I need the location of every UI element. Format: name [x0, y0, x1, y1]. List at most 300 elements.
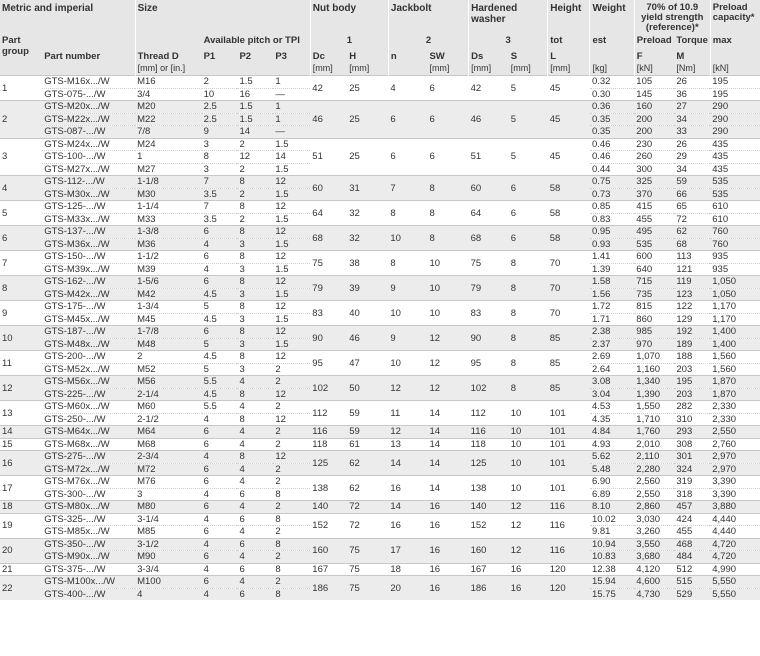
part-group: 7 — [0, 251, 42, 276]
n-symbol: n — [388, 51, 427, 63]
pitch-p2: 16 — [237, 88, 273, 101]
part-group: 5 — [0, 201, 42, 226]
preload-capacity-max: 435 — [710, 138, 760, 151]
pitch-p2: 6 — [237, 588, 273, 600]
jackbolt-sw: 10 — [427, 251, 468, 276]
part-number: GTS-M16x.../W — [42, 76, 135, 89]
height-l: 116 — [548, 513, 590, 538]
pitch-p1: 3 — [202, 163, 238, 176]
preload-f: 1,070 — [634, 351, 674, 364]
washer-ds: 42 — [469, 76, 509, 101]
preload-f: 2,860 — [634, 501, 674, 514]
height-l: 101 — [548, 438, 590, 451]
washer-ds: 186 — [469, 576, 509, 601]
nut-body-h: 38 — [347, 251, 388, 276]
m-symbol: M — [674, 51, 710, 63]
table-row — [0, 376, 760, 389]
pitch-p3: 2 — [273, 463, 310, 476]
jackbolt-n: 16 — [388, 476, 427, 501]
jackbolt-sw: 14 — [427, 401, 468, 426]
torque-m: 121 — [674, 263, 710, 276]
h-symbol: H — [347, 51, 388, 63]
preload-capacity-max: 1,170 — [710, 313, 760, 326]
part-number: GTS-350-.../W — [42, 538, 135, 551]
part-number: GTS-M64x.../W — [42, 426, 135, 439]
washer-ds: 160 — [469, 538, 509, 563]
jackbolt-n: 12 — [388, 426, 427, 439]
washer-s: 8 — [509, 326, 548, 351]
weight-est: 4.93 — [590, 438, 634, 451]
nut-body-dc: 46 — [310, 101, 347, 139]
l-symbol: L — [548, 51, 590, 63]
thread-d: M30 — [135, 188, 201, 201]
preload-capacity-max: 2,760 — [710, 438, 760, 451]
p3-symbol: P3 — [273, 51, 310, 63]
washer-s: 12 — [509, 513, 548, 538]
washer-ds: 125 — [469, 451, 509, 476]
nut-body-h: 75 — [347, 538, 388, 563]
thread-d: M24 — [135, 138, 201, 151]
preload-f: 200 — [634, 126, 674, 139]
preload-capacity-max: 1,400 — [710, 338, 760, 351]
thread-d: M76 — [135, 476, 201, 489]
thread-d: M56 — [135, 376, 201, 389]
jackbolt-n: 14 — [388, 501, 427, 514]
preload-capacity-max: 760 — [710, 226, 760, 239]
preload-capacity-max: 290 — [710, 126, 760, 139]
torque-m: 310 — [674, 413, 710, 426]
weight-est: 0.75 — [590, 176, 634, 189]
thread-d: 1-7/8 — [135, 326, 201, 339]
ds-symbol: Ds — [469, 51, 509, 63]
jackbolt-n: 17 — [388, 538, 427, 563]
pitch-p2: 4 — [237, 463, 273, 476]
p2-symbol: P2 — [237, 51, 273, 63]
part-number: GTS-162-.../W — [42, 276, 135, 289]
pitch-p2: 3 — [237, 338, 273, 351]
pitch-p1: 4 — [202, 263, 238, 276]
pitch-p3: 1 — [273, 101, 310, 114]
weight-est: 2.64 — [590, 363, 634, 376]
pitch-p1: 2.5 — [202, 113, 238, 126]
pitch-p3: 12 — [273, 451, 310, 464]
pitch-p3: 1.5 — [273, 338, 310, 351]
torque-m: 129 — [674, 313, 710, 326]
part-group: 19 — [0, 513, 42, 538]
pitch-p1: 6 — [202, 576, 238, 589]
pitch-p1: 3 — [202, 138, 238, 151]
torque-m: 66 — [674, 188, 710, 201]
torque-m: 26 — [674, 138, 710, 151]
nut-body-dc: 167 — [310, 563, 347, 576]
part-group: 16 — [0, 451, 42, 476]
jackbolt-sw: 10 — [427, 301, 468, 326]
pitch-p3: 12 — [273, 176, 310, 189]
pitch-p2: 8 — [237, 451, 273, 464]
jackbolt-sw: 8 — [427, 201, 468, 226]
preload-f: 1,710 — [634, 413, 674, 426]
preload-capacity-max: 195 — [710, 76, 760, 89]
washer-ds: 116 — [469, 426, 509, 439]
washer-s: 12 — [509, 538, 548, 563]
sw-symbol: SW — [427, 51, 468, 63]
jackbolt-n: 13 — [388, 438, 427, 451]
pitch-p1: 6 — [202, 476, 238, 489]
pitch-p3: 8 — [273, 563, 310, 576]
part-number: GTS-M52x.../W — [42, 363, 135, 376]
jackbolt-n: 4 — [388, 76, 427, 101]
weight-est: 0.36 — [590, 101, 634, 114]
part-number: GTS-112-.../W — [42, 176, 135, 189]
nut-body-h: 39 — [347, 276, 388, 301]
washer-s: 10 — [509, 451, 548, 476]
torque-m: 27 — [674, 101, 710, 114]
table-row — [0, 138, 760, 151]
pitch-p2: 3 — [237, 363, 273, 376]
nut-body-dc: 152 — [310, 513, 347, 538]
thread-d: M27 — [135, 163, 201, 176]
nut-body-dc: 60 — [310, 176, 347, 201]
weight-est: 0.93 — [590, 238, 634, 251]
pitch-p2: 8 — [237, 413, 273, 426]
washer-ds: 60 — [469, 176, 509, 201]
pitch-p1: 6 — [202, 438, 238, 451]
pitch-p1: 4 — [202, 563, 238, 576]
unit-l: [mm] — [548, 63, 590, 76]
pitch-p3: 2 — [273, 501, 310, 514]
pitch-p2: 6 — [237, 513, 273, 526]
torque-m: 72 — [674, 213, 710, 226]
preload-f: 815 — [634, 301, 674, 314]
pitch-p2: 2 — [237, 213, 273, 226]
nut-body-h: 25 — [347, 101, 388, 139]
nut-body-h: 31 — [347, 176, 388, 201]
pitch-p2: 8 — [237, 301, 273, 314]
torque-m: 424 — [674, 513, 710, 526]
pitch-p1: 4 — [202, 413, 238, 426]
preload-f: 3,030 — [634, 513, 674, 526]
preload-capacity-max: 935 — [710, 263, 760, 276]
pitch-p1: 4 — [202, 513, 238, 526]
d-symbol: D — [171, 51, 179, 62]
preload-capacity-max: 2,970 — [710, 463, 760, 476]
tot-label: tot — [548, 35, 590, 51]
preload-capacity-max: 610 — [710, 213, 760, 226]
pitch-p2: 14 — [237, 126, 273, 139]
height-l: 85 — [548, 351, 590, 376]
thread-d: M39 — [135, 263, 201, 276]
thread-d: M90 — [135, 551, 201, 564]
torque-m: 62 — [674, 226, 710, 239]
thread-label: Thread — [137, 51, 170, 62]
washer-s: 12 — [509, 501, 548, 514]
jackbolt-n: 6 — [388, 138, 427, 176]
jackbolt-n: 14 — [388, 451, 427, 476]
pitch-p3: 1.5 — [273, 188, 310, 201]
jackbolt-sw: 8 — [427, 226, 468, 251]
nut-body-dc: 83 — [310, 301, 347, 326]
available-pitch-heading: Available pitch or TPI — [202, 35, 311, 51]
table-row — [0, 251, 760, 264]
jackbolt-sw: 16 — [427, 538, 468, 563]
pitch-p2: 8 — [237, 388, 273, 401]
pitch-p1: 4 — [202, 538, 238, 551]
preload-f: 4,120 — [634, 563, 674, 576]
torque-m: 113 — [674, 251, 710, 264]
height-l: 101 — [548, 426, 590, 439]
pitch-p3: 8 — [273, 588, 310, 600]
preload-f: 325 — [634, 176, 674, 189]
weight-est: 4.53 — [590, 401, 634, 414]
part-number: GTS-075-.../W — [42, 88, 135, 101]
washer-ds: 140 — [469, 501, 509, 514]
jackbolt-n: 16 — [388, 513, 427, 538]
torque-m: 188 — [674, 351, 710, 364]
preload-f: 1,340 — [634, 376, 674, 389]
pitch-p3: 2 — [273, 576, 310, 589]
pitch-p3: 1.5 — [273, 138, 310, 151]
thread-d: 1-1/2 — [135, 251, 201, 264]
preload-f: 1,550 — [634, 401, 674, 414]
part-group: 9 — [0, 301, 42, 326]
height-l: 120 — [548, 563, 590, 576]
pitch-p2: 4 — [237, 426, 273, 439]
preload-f: 260 — [634, 151, 674, 164]
yield-strength-heading: 70% of 10.9 yield strength (reference)* — [634, 0, 710, 35]
nut-body-dc: 64 — [310, 201, 347, 226]
washer-ds: 138 — [469, 476, 509, 501]
height-l: 101 — [548, 401, 590, 426]
part-group: 6 — [0, 226, 42, 251]
unit-weight: [kg] — [590, 63, 634, 76]
weight-est: 2.69 — [590, 351, 634, 364]
height-l: 70 — [548, 301, 590, 326]
pitch-p2: 8 — [237, 276, 273, 289]
pitch-p3: 1.5 — [273, 263, 310, 276]
pitch-p1: 6 — [202, 501, 238, 514]
torque-m: 324 — [674, 463, 710, 476]
pitch-p2: 6 — [237, 538, 273, 551]
weight-est: 5.48 — [590, 463, 634, 476]
pitch-p3: 14 — [273, 151, 310, 164]
weight-est: 1.56 — [590, 288, 634, 301]
jackbolt-sw: 12 — [427, 351, 468, 376]
preload-f: 200 — [634, 113, 674, 126]
part-group: 14 — [0, 426, 42, 439]
part-group: 21 — [0, 563, 42, 576]
washer-s: 10 — [509, 401, 548, 426]
pitch-p3: 8 — [273, 538, 310, 551]
preload-capacity-max: 3,390 — [710, 476, 760, 489]
part-group: 2 — [0, 101, 42, 139]
preload-capacity-max: 2,550 — [710, 426, 760, 439]
unit-ds: [mm] — [469, 63, 509, 76]
max-label: max — [710, 35, 760, 51]
nut-body-h: 72 — [347, 501, 388, 514]
preload-f: 1,160 — [634, 363, 674, 376]
weight-est: 1.41 — [590, 251, 634, 264]
torque-m: 457 — [674, 501, 710, 514]
pitch-p1: 4 — [202, 488, 238, 501]
torque-m: 68 — [674, 238, 710, 251]
part-group: 8 — [0, 276, 42, 301]
pitch-p1: 4 — [202, 588, 238, 600]
preload-f: 160 — [634, 101, 674, 114]
pitch-p3: 1.5 — [273, 238, 310, 251]
weight-est: 1.39 — [590, 263, 634, 276]
washer-ds: 152 — [469, 513, 509, 538]
nut-body-h: 50 — [347, 376, 388, 401]
part-number: GTS-250-.../W — [42, 413, 135, 426]
part-group: 18 — [0, 501, 42, 514]
height-l: 85 — [548, 376, 590, 401]
washer-s: 5 — [509, 101, 548, 139]
pitch-p1: 6 — [202, 551, 238, 564]
jackbolt-n: 6 — [388, 101, 427, 139]
unit-dc: [mm] — [310, 63, 347, 76]
torque-m: 468 — [674, 538, 710, 551]
jackbolt-sw: 14 — [427, 476, 468, 501]
preload-f: 2,010 — [634, 438, 674, 451]
nut-body-h: 25 — [347, 138, 388, 176]
weight-est: 2.37 — [590, 338, 634, 351]
part-group: 11 — [0, 351, 42, 376]
height-l: 70 — [548, 276, 590, 301]
part-number: GTS-M56x.../W — [42, 376, 135, 389]
weight-est: 0.46 — [590, 151, 634, 164]
nut-body-dc: 116 — [310, 426, 347, 439]
pitch-p3: 2 — [273, 376, 310, 389]
jackbolt-sw: 12 — [427, 376, 468, 401]
preload-f: 640 — [634, 263, 674, 276]
part-number: GTS-175-.../W — [42, 301, 135, 314]
thread-d: 2-3/4 — [135, 451, 201, 464]
torque-m: 529 — [674, 588, 710, 600]
pitch-p2: 6 — [237, 488, 273, 501]
jackbolt-n: 8 — [388, 201, 427, 226]
weight-est: 0.44 — [590, 163, 634, 176]
pitch-p3: 1 — [273, 76, 310, 89]
preload-f: 860 — [634, 313, 674, 326]
thread-d: M45 — [135, 313, 201, 326]
weight-est: 4.35 — [590, 413, 634, 426]
pitch-p3: 12 — [273, 276, 310, 289]
washer-s: 8 — [509, 251, 548, 276]
preload-f: 1,390 — [634, 388, 674, 401]
thread-heading — [135, 51, 201, 63]
table-row — [0, 276, 760, 289]
torque-m: 293 — [674, 426, 710, 439]
pitch-p2: 2 — [237, 138, 273, 151]
pitch-p1: 4 — [202, 238, 238, 251]
preload-capacity-max: 535 — [710, 188, 760, 201]
part-number: GTS-375-.../W — [42, 563, 135, 576]
washer-s: 10 — [509, 438, 548, 451]
pitch-p1: 6 — [202, 526, 238, 539]
pitch-p1: 2.5 — [202, 101, 238, 114]
preload-capacity-max: 2,330 — [710, 401, 760, 414]
pitch-p3: — — [273, 126, 310, 139]
pitch-p1: 7 — [202, 176, 238, 189]
washer-s: 8 — [509, 301, 548, 326]
nut-body-h: 59 — [347, 401, 388, 426]
jackbolt-n: 10 — [388, 226, 427, 251]
thread-d: 1-5/6 — [135, 276, 201, 289]
nut-body-h: 32 — [347, 201, 388, 226]
nut-body-dc: 186 — [310, 576, 347, 601]
preload-f: 4,730 — [634, 588, 674, 600]
table-row — [0, 101, 760, 114]
height-l: 116 — [548, 501, 590, 514]
pitch-p1: 6 — [202, 251, 238, 264]
thread-d: M48 — [135, 338, 201, 351]
torque-m: 34 — [674, 113, 710, 126]
pitch-p2: 3 — [237, 238, 273, 251]
pitch-p3: 1 — [273, 113, 310, 126]
washer-s: 6 — [509, 176, 548, 201]
jackbolt-n: 18 — [388, 563, 427, 576]
washer-s: 16 — [509, 563, 548, 576]
washer-ds: 167 — [469, 563, 509, 576]
height-l: 85 — [548, 326, 590, 351]
weight-est: 0.35 — [590, 113, 634, 126]
torque-m: 515 — [674, 576, 710, 589]
pitch-p1: 6 — [202, 463, 238, 476]
preload-capacity-max: 3,880 — [710, 501, 760, 514]
pitch-p2: 6 — [237, 563, 273, 576]
unit-s: [mm] — [509, 63, 548, 76]
pitch-p3: 12 — [273, 388, 310, 401]
pitch-p2: 1.5 — [237, 113, 273, 126]
jackbolt-sw: 16 — [427, 501, 468, 514]
preload-capacity-max: 4,720 — [710, 551, 760, 564]
pitch-p2: 8 — [237, 226, 273, 239]
nut-body-heading: Nut body — [310, 0, 388, 35]
weight-est: 0.73 — [590, 188, 634, 201]
thread-d: M72 — [135, 463, 201, 476]
pitch-p2: 8 — [237, 326, 273, 339]
nut-body-h: 46 — [347, 326, 388, 351]
pitch-p3: 12 — [273, 201, 310, 214]
preload-capacity-max: 1,560 — [710, 351, 760, 364]
height-l: 45 — [548, 101, 590, 139]
unit-h: [mm] — [347, 63, 388, 76]
washer-s: 5 — [509, 76, 548, 101]
height-l: 116 — [548, 538, 590, 563]
metric-imperial-heading: Metric and imperial — [0, 0, 135, 35]
torque-m: 308 — [674, 438, 710, 451]
pitch-p2: 2 — [237, 188, 273, 201]
part-group: 13 — [0, 401, 42, 426]
table-row — [0, 563, 760, 576]
pitch-p3: 12 — [273, 413, 310, 426]
weight-est: 0.95 — [590, 226, 634, 239]
thread-d: 2-1/4 — [135, 388, 201, 401]
unit-m: [Nm] — [674, 63, 710, 76]
weight-heading: Weight — [590, 0, 634, 35]
part-group-heading: Part group — [0, 35, 42, 63]
part-number: GTS-M72x.../W — [42, 463, 135, 476]
component-3-label: 3 — [469, 35, 548, 51]
weight-est: 2.38 — [590, 326, 634, 339]
part-number: GTS-M90x.../W — [42, 551, 135, 564]
preload-capacity-max: 1,560 — [710, 363, 760, 376]
table-row — [0, 201, 760, 214]
table-row — [0, 438, 760, 451]
preload-capacity-max: 4,990 — [710, 563, 760, 576]
weight-est: 10.02 — [590, 513, 634, 526]
table-row — [0, 226, 760, 239]
